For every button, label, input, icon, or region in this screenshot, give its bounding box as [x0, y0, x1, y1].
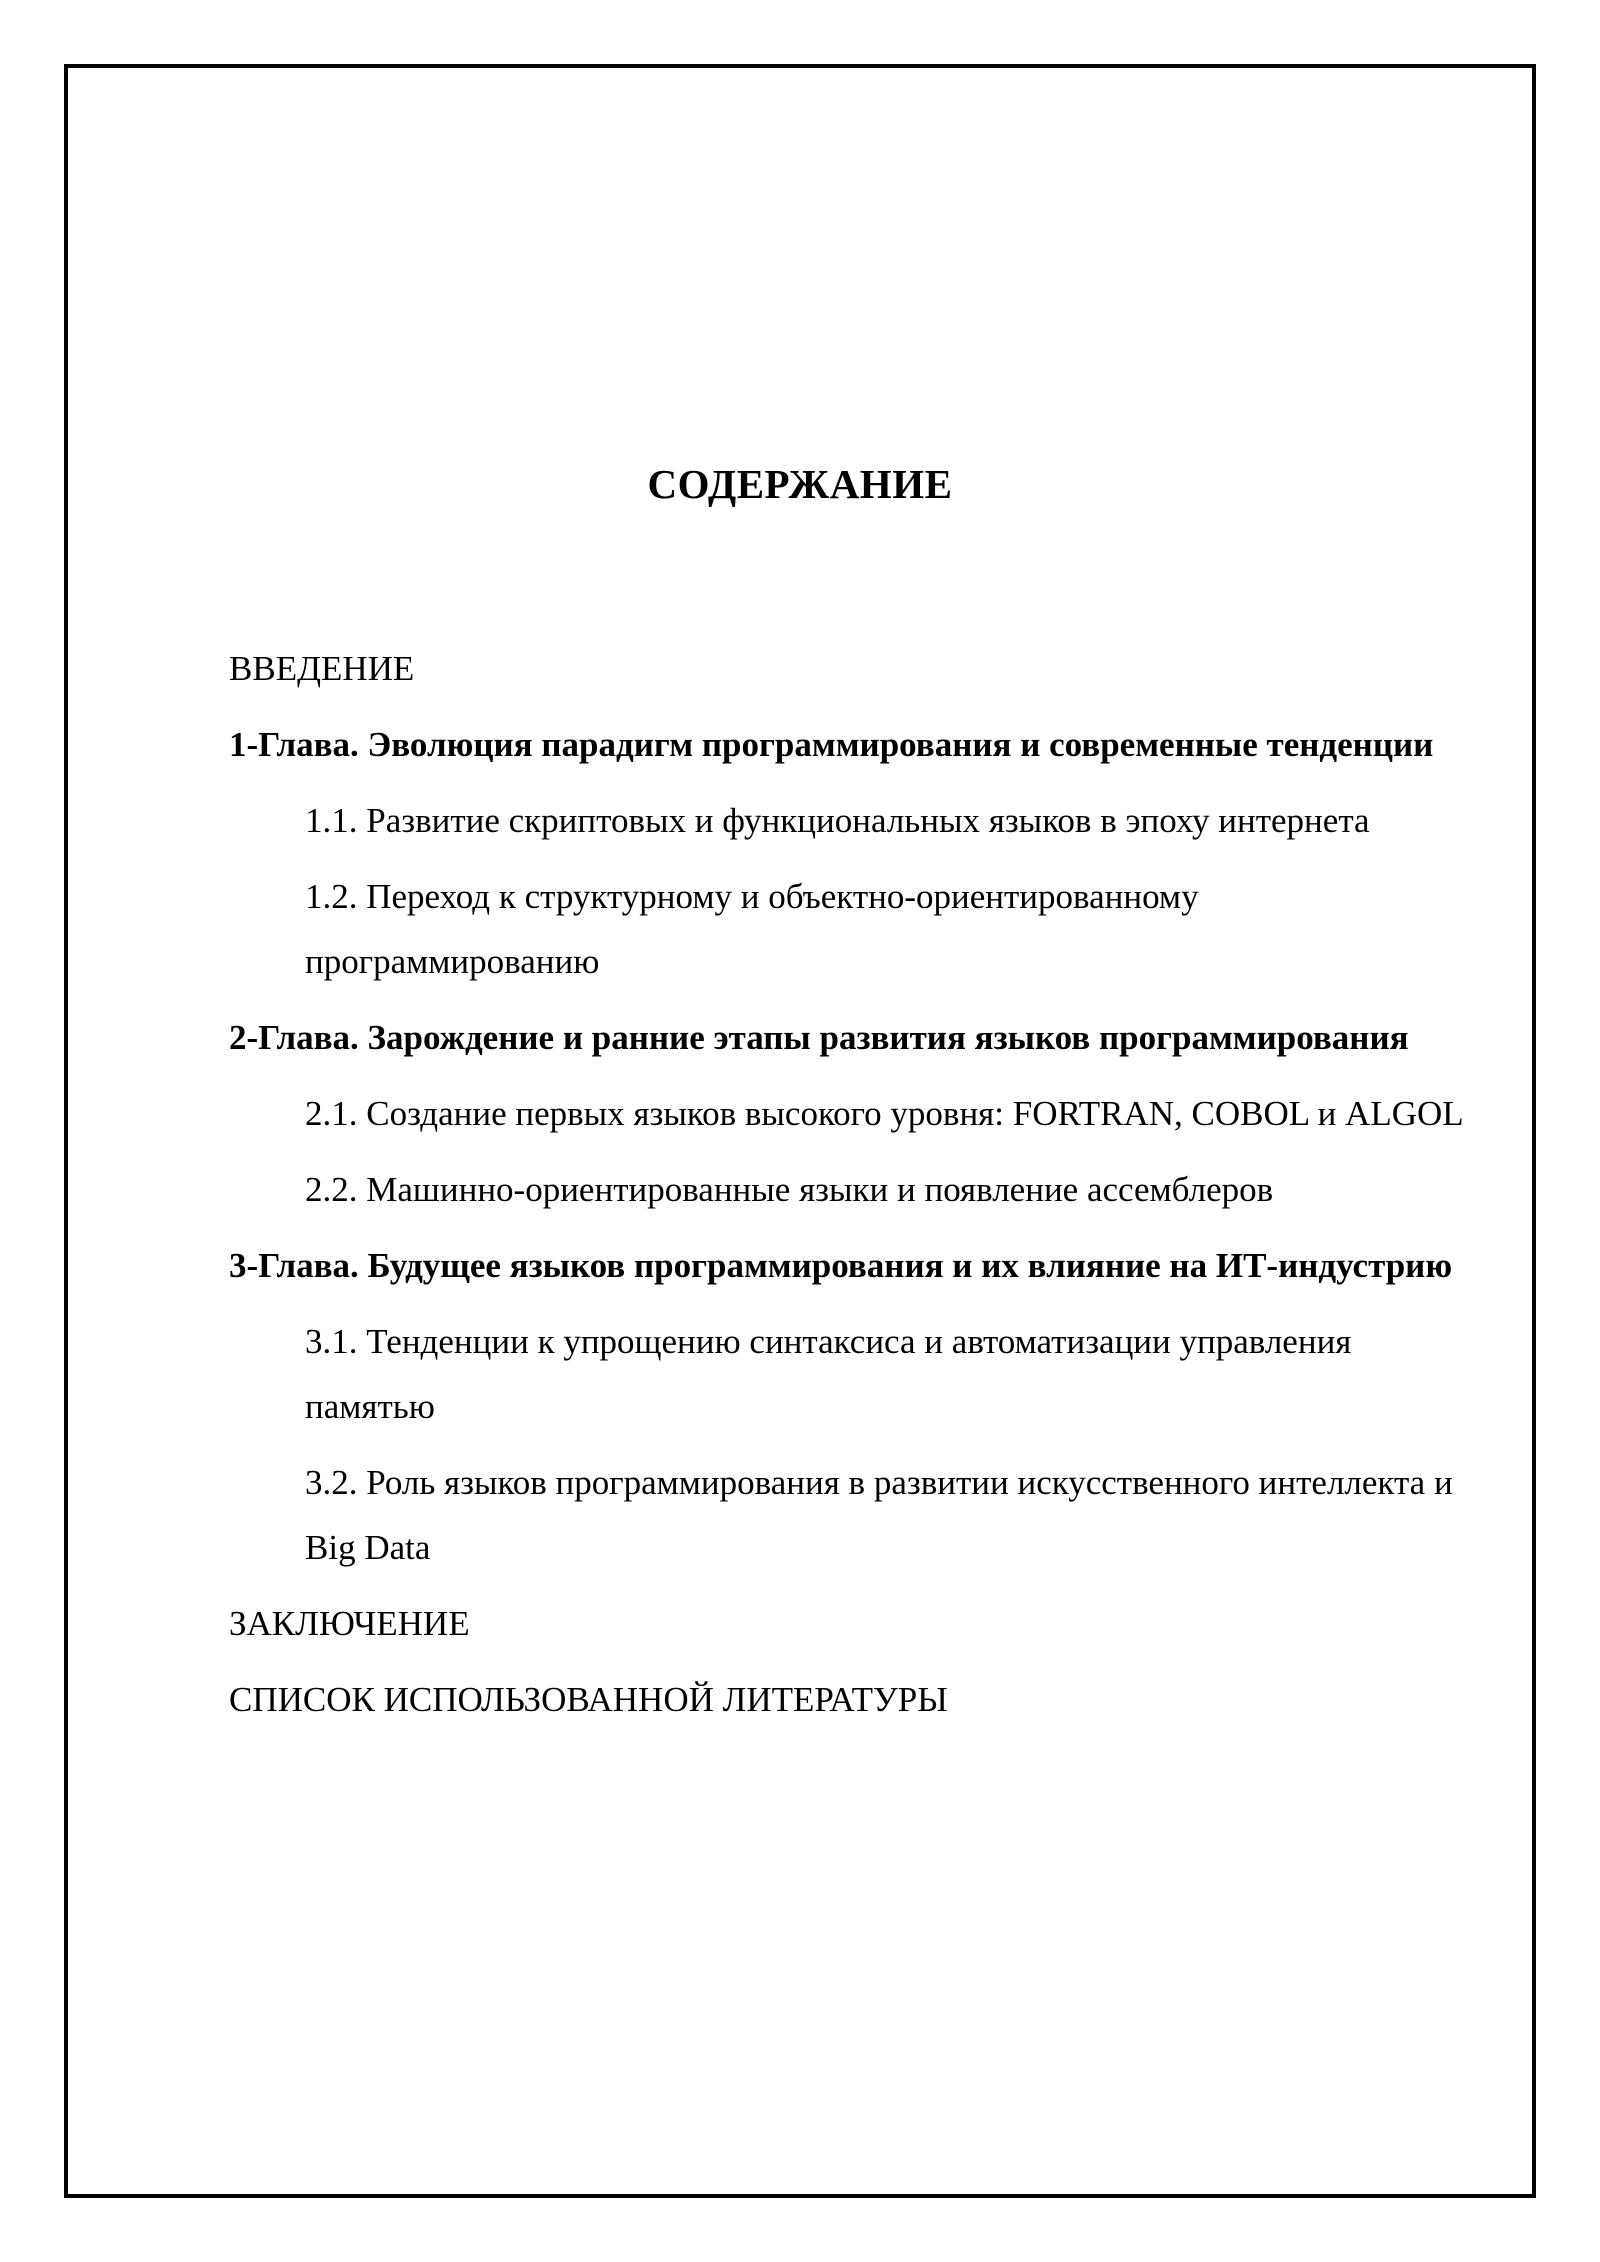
toc-entry-section-1-2: 1.2. Переход к структурному и объектно-ориентированному программированию	[305, 877, 1199, 981]
toc-entry-conclusion: ЗАКЛЮЧЕНИЕ	[229, 1604, 470, 1643]
toc-entry-chapter-1: 1-Глава. Эволюция парадигм программирования и современные тенденции	[229, 725, 1434, 764]
table-of-contents	[229, 636, 1479, 1743]
toc-entry-section-3-1: 3.1. Тенденции к упрощению синтаксиса и автоматизации управления памятью	[305, 1322, 1352, 1426]
toc-entry-section-2-2: 2.2. Машинно-ориентированные языки и появление ассемблеров	[305, 1170, 1274, 1209]
toc-entry-section-2-1: 2.1. Создание первых языков высокого уровня: FORTRAN, COBOL и ALGOL	[305, 1094, 1464, 1133]
toc-entry-section-1-1: 1.1. Развитие скриптовых и функциональных языков в эпоху интернета	[305, 801, 1370, 840]
toc-entry-references: СПИСОК ИСПОЛЬЗОВАННОЙ ЛИТЕРАТУРЫ	[229, 1680, 948, 1719]
toc-entry-introduction: ВВЕДЕНИЕ	[229, 649, 415, 688]
toc-entry-chapter-3: 3-Глава. Будущее языков программирования и их влияние на ИТ-индустрию	[229, 1246, 1453, 1285]
toc-entry-section-3-2: 3.2. Роль языков программирования в развитии искусственного интеллекта и Big Data	[305, 1463, 1453, 1567]
page-title: СОДЕРЖАНИЕ	[647, 461, 953, 507]
toc-entry-chapter-2: 2-Глава. Зарождение и ранние этапы развития языков программирования	[229, 1018, 1409, 1057]
